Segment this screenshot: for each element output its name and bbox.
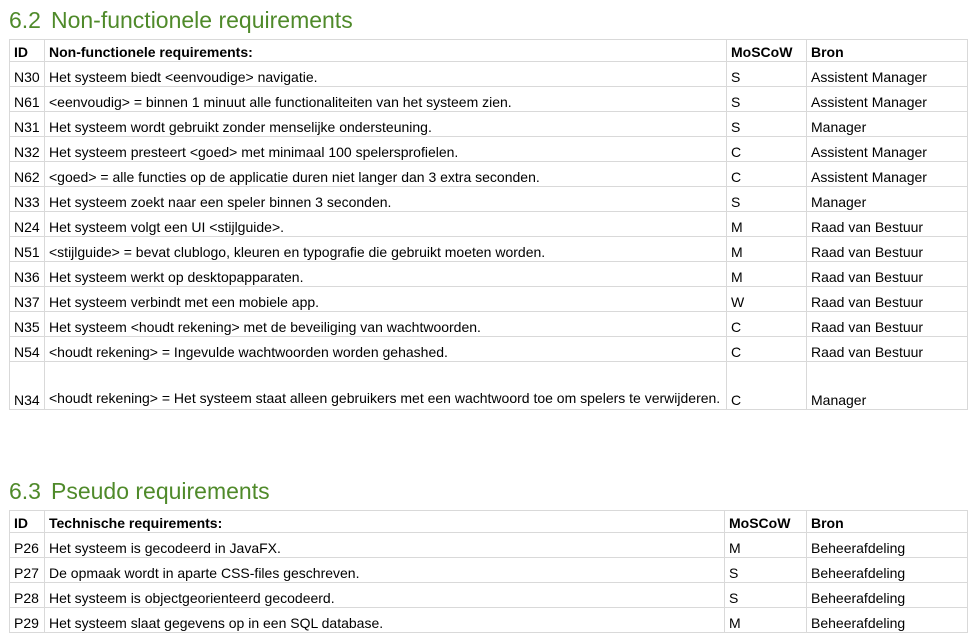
table-row [10,533,968,558]
table-row [10,137,968,162]
row-text: <goed> = alle functies op de applicatie duren niet langer dan 3 extra seconden. [45,162,727,187]
row-id: N37 [10,287,45,312]
header-moscow: MoSCoW [725,511,807,533]
row-bron: Manager [807,112,968,137]
table-row [10,212,968,237]
row-text: Het systeem werkt op desktopapparaten. [45,262,727,287]
header-id: ID [10,40,45,62]
row-id: N36 [10,262,45,287]
section-title: Pseudo requirements [50,478,270,504]
row-id: N61 [10,87,45,112]
row-text: De opmaak wordt in aparte CSS-files geschreven. [45,558,725,583]
header-bron: Bron [807,40,968,62]
header-bron: Bron [807,511,968,533]
table-row [10,237,968,262]
row-id: N32 [10,137,45,162]
table-row [10,287,968,312]
section-title: Non-functionele requirements [50,7,353,33]
row-id: N51 [10,237,45,262]
table-row [10,583,968,608]
row-bron: Raad van Bestuur [807,237,968,262]
row-moscow: C [727,337,807,362]
row-moscow: C [727,137,807,162]
row-id: P27 [10,558,45,583]
table-row [10,608,968,633]
row-text: Het systeem presteert <goed> met minimaal 100 spelersprofielen. [45,137,727,162]
table-header-row [10,511,968,533]
row-id: N62 [10,162,45,187]
row-moscow: C [727,362,807,410]
row-bron: Raad van Bestuur [807,212,968,237]
row-moscow: S [727,87,807,112]
table-row [10,112,968,137]
row-bron: Raad van Bestuur [807,262,968,287]
row-bron: Raad van Bestuur [807,312,968,337]
row-id: N54 [10,337,45,362]
row-text: Het systeem biedt <eenvoudige> navigatie. [45,62,727,87]
row-text: Het systeem slaat gegevens op in een SQL database. [45,608,725,633]
row-moscow: S [725,583,807,608]
non-functional-requirements-table [9,39,968,410]
row-moscow: S [727,112,807,137]
row-moscow: M [727,237,807,262]
row-id: N33 [10,187,45,212]
row-id: N34 [10,362,45,410]
row-id: P29 [10,608,45,633]
table-row [10,162,968,187]
row-bron: Beheerafdeling [807,608,968,633]
row-moscow: S [727,62,807,87]
section-heading-6-3 [9,479,270,503]
row-text: Het systeem <houdt rekening> met de beveiliging van wachtwoorden. [45,312,727,337]
table-row [10,62,968,87]
row-moscow: S [727,187,807,212]
row-text: Het systeem is gecodeerd in JavaFX. [45,533,725,558]
row-bron: Beheerafdeling [807,583,968,608]
row-id: N31 [10,112,45,137]
header-id: ID [10,511,45,533]
section-heading-6-2 [9,8,353,32]
row-text: <houdt rekening> = Het systeem staat alleen gebruikers met een wachtwoord toe om spelers te verwijderen. [45,362,727,410]
row-text: <eenvoudig> = binnen 1 minuut alle functionaliteiten van het systeem zien. [45,87,727,112]
row-bron: Assistent Manager [807,137,968,162]
row-bron: Manager [807,187,968,212]
row-moscow: M [727,212,807,237]
row-id: N35 [10,312,45,337]
table-row [10,187,968,212]
row-moscow: M [727,262,807,287]
row-id: N24 [10,212,45,237]
row-moscow: C [727,312,807,337]
row-bron: Beheerafdeling [807,558,968,583]
row-bron: Assistent Manager [807,87,968,112]
row-moscow: W [727,287,807,312]
row-moscow: M [725,608,807,633]
table-row [10,312,968,337]
row-text: Het systeem verbindt met een mobiele app. [45,287,727,312]
row-bron: Raad van Bestuur [807,337,968,362]
row-text: <stijlguide> = bevat clublogo, kleuren en typografie die gebruikt moeten worden. [45,237,727,262]
row-text: Het systeem wordt gebruikt zonder menselijke ondersteuning. [45,112,727,137]
row-text: Het systeem volgt een UI <stijlguide>. [45,212,727,237]
row-bron: Beheerafdeling [807,533,968,558]
table-row [10,558,968,583]
row-id: P28 [10,583,45,608]
table-header-row [10,40,968,62]
technical-requirements-table [9,510,968,633]
section-number: 6.2 [9,7,41,33]
row-moscow: S [725,558,807,583]
row-text: Het systeem zoekt naar een speler binnen 3 seconden. [45,187,727,212]
row-bron: Assistent Manager [807,62,968,87]
header-moscow: MoSCoW [727,40,807,62]
row-bron: Assistent Manager [807,162,968,187]
row-moscow: C [727,162,807,187]
row-bron: Raad van Bestuur [807,287,968,312]
table-row [10,262,968,287]
header-requirement: Non-functionele requirements: [45,40,727,62]
table-row [10,362,968,410]
row-text: Het systeem is objectgeorienteerd gecodeerd. [45,583,725,608]
table-row [10,337,968,362]
header-requirement: Technische requirements: [45,511,725,533]
row-bron: Manager [807,362,968,410]
section-number: 6.3 [9,478,41,504]
row-id: N30 [10,62,45,87]
row-moscow: M [725,533,807,558]
row-id: P26 [10,533,45,558]
row-text: <houdt rekening> = Ingevulde wachtwoorden worden gehashed. [45,337,727,362]
table-row [10,87,968,112]
